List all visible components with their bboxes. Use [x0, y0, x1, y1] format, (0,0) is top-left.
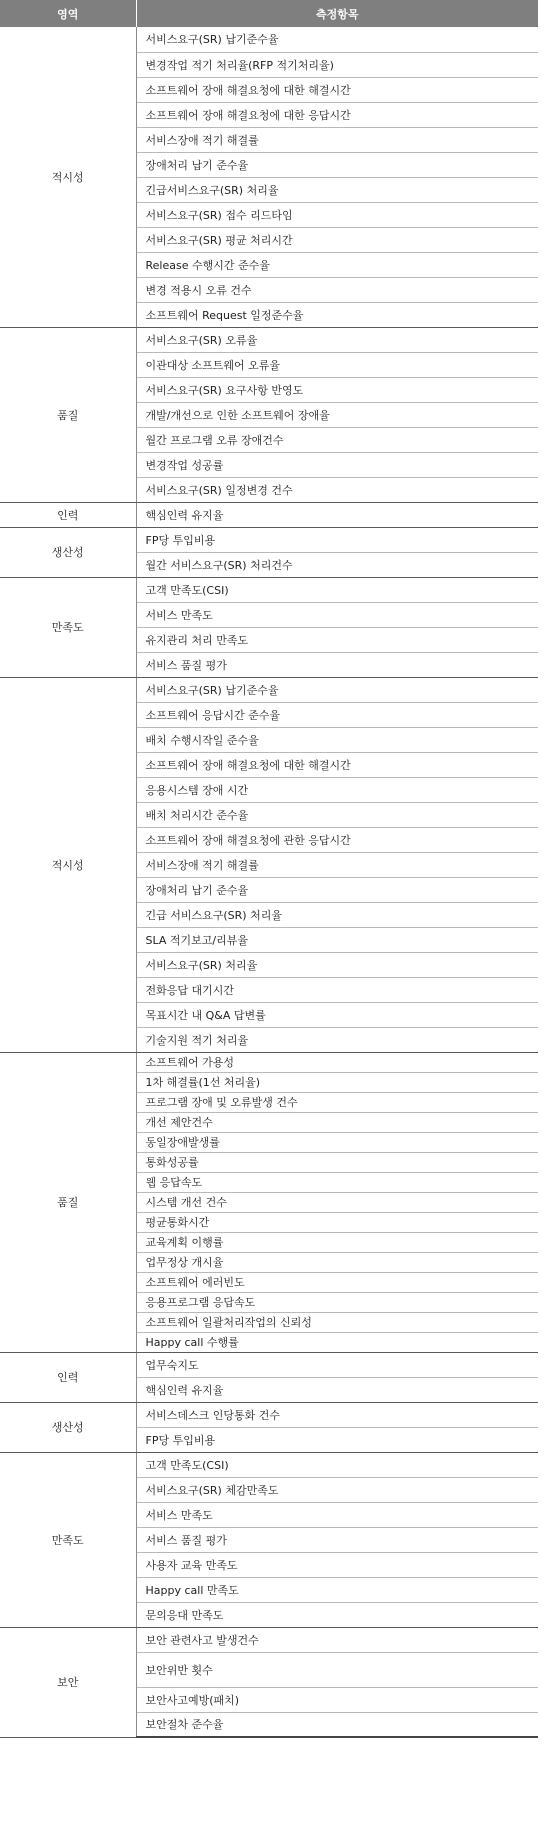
table-header	[0, 0, 538, 27]
table-row	[0, 27, 538, 52]
metric-cell: 긴급서비스요구(SR) 처리율	[136, 177, 538, 202]
metric-cell: 문의응대 만족도	[136, 1602, 538, 1627]
metric-cell: 웹 응답속도	[136, 1172, 538, 1192]
table-body	[0, 27, 538, 1737]
metric-cell: 서비스 만족도	[136, 602, 538, 627]
metric-cell: 긴급 서비스요구(SR) 처리율	[136, 902, 538, 927]
metric-cell: 소프트웨어 응답시간 준수율	[136, 702, 538, 727]
table-row	[0, 577, 538, 602]
metric-cell: 장애처리 납기 준수율	[136, 152, 538, 177]
metric-cell: 서비스요구(SR) 납기준수율	[136, 27, 538, 52]
metric-cell: 보안사고예방(패치)	[136, 1687, 538, 1712]
metric-cell: 소프트웨어 가용성	[136, 1052, 538, 1072]
metric-cell: 개발/개선으로 인한 소프트웨어 장애율	[136, 402, 538, 427]
table-row	[0, 1627, 538, 1652]
metric-cell: Happy call 수행률	[136, 1332, 538, 1352]
area-cell: 만족도	[0, 1452, 136, 1627]
area-cell: 품질	[0, 1052, 136, 1352]
metric-cell: 서비스요구(SR) 오류율	[136, 327, 538, 352]
metric-cell: 사용자 교육 만족도	[136, 1552, 538, 1577]
metric-cell: 소프트웨어 장애 해결요청에 관한 응답시간	[136, 827, 538, 852]
metric-cell: 변경작업 성공률	[136, 452, 538, 477]
metric-cell: 응용프로그램 응답속도	[136, 1292, 538, 1312]
metric-cell: Release 수행시간 준수율	[136, 252, 538, 277]
metric-cell: 업무정상 개시율	[136, 1252, 538, 1272]
metric-cell: 목표시간 내 Q&A 답변률	[136, 1002, 538, 1027]
metric-cell: 개선 제안건수	[136, 1112, 538, 1132]
area-cell: 보안	[0, 1627, 136, 1737]
area-cell: 인력	[0, 502, 136, 527]
metric-cell: 서비스 만족도	[136, 1502, 538, 1527]
metric-cell: 배치 처리시간 준수율	[136, 802, 538, 827]
metric-cell: 통화성공률	[136, 1152, 538, 1172]
metric-cell: 서비스장애 적기 해결률	[136, 852, 538, 877]
metric-cell: 소프트웨어 장애 해결요청에 대한 해결시간	[136, 752, 538, 777]
metric-cell: 동일장애발생률	[136, 1132, 538, 1152]
metric-cell: 보안절차 준수율	[136, 1712, 538, 1737]
metric-cell: 서비스요구(SR) 접수 리드타임	[136, 202, 538, 227]
metric-cell: 월간 서비스요구(SR) 처리건수	[136, 552, 538, 577]
metric-cell: FP당 투입비용	[136, 527, 538, 552]
area-cell: 만족도	[0, 577, 136, 677]
table-row	[0, 1052, 538, 1072]
metric-cell: 변경작업 적기 처리율(RFP 적기처리율)	[136, 52, 538, 77]
metric-cell: 소프트웨어 에러빈도	[136, 1272, 538, 1292]
metric-cell: 고객 만족도(CSI)	[136, 1452, 538, 1477]
metric-cell: 서비스요구(SR) 일정변경 건수	[136, 477, 538, 502]
metric-cell: 핵심인력 유지율	[136, 1377, 538, 1402]
area-cell: 품질	[0, 327, 136, 502]
metric-cell: 1차 해결률(1선 처리율)	[136, 1072, 538, 1092]
metric-cell: 프로그램 장애 및 오류발생 건수	[136, 1092, 538, 1112]
metric-cell: 변경 적용시 오류 건수	[136, 277, 538, 302]
metric-cell: 소프트웨어 Request 일정준수율	[136, 302, 538, 327]
header-area: 영역	[0, 0, 136, 27]
header-metric: 측정항목	[136, 0, 538, 27]
header-row	[0, 0, 538, 27]
table-row	[0, 1352, 538, 1377]
metric-cell: 월간 프로그램 오류 장애건수	[136, 427, 538, 452]
metric-cell: 서비스요구(SR) 평균 처리시간	[136, 227, 538, 252]
table-row	[0, 327, 538, 352]
metric-cell: 서비스요구(SR) 체감만족도	[136, 1477, 538, 1502]
metric-cell: 배치 수행시작일 준수율	[136, 727, 538, 752]
metric-cell: 소프트웨어 장애 해결요청에 대한 응답시간	[136, 102, 538, 127]
table-row	[0, 527, 538, 552]
metric-cell: 업무숙지도	[136, 1352, 538, 1377]
metric-cell: 유지관리 처리 만족도	[136, 627, 538, 652]
metric-cell: 서비스장애 적기 해결률	[136, 127, 538, 152]
metric-cell: SLA 적기보고/리뷰율	[136, 927, 538, 952]
area-cell: 적시성	[0, 677, 136, 1052]
metric-cell: FP당 투입비용	[136, 1427, 538, 1452]
metric-cell: 시스템 개선 건수	[136, 1192, 538, 1212]
metric-cell: 전화응답 대기시간	[136, 977, 538, 1002]
metric-cell: 서비스요구(SR) 처리율	[136, 952, 538, 977]
metric-cell: 응용시스템 장애 시간	[136, 777, 538, 802]
area-cell: 생산성	[0, 1402, 136, 1452]
area-cell: 인력	[0, 1352, 136, 1402]
metric-cell: 서비스요구(SR) 납기준수율	[136, 677, 538, 702]
metric-cell: 평균통화시간	[136, 1212, 538, 1232]
metric-cell: 서비스 품질 평가	[136, 1527, 538, 1552]
table-row	[0, 677, 538, 702]
table-row	[0, 1452, 538, 1477]
metric-cell: 기술지원 적기 처리율	[136, 1027, 538, 1052]
area-cell: 적시성	[0, 27, 136, 327]
metric-cell: 서비스데스크 인당통화 건수	[136, 1402, 538, 1427]
metric-cell: 서비스 품질 평가	[136, 652, 538, 677]
metric-cell: 교육계획 이행률	[136, 1232, 538, 1252]
metric-cell: 핵심인력 유지율	[136, 502, 538, 527]
metric-cell: 소프트웨어 일괄처리작업의 신뢰성	[136, 1312, 538, 1332]
table-row	[0, 1402, 538, 1427]
metric-cell: 장애처리 납기 준수율	[136, 877, 538, 902]
metric-cell: 이관대상 소프트웨어 오류율	[136, 352, 538, 377]
table-row	[0, 502, 538, 527]
area-cell: 생산성	[0, 527, 136, 577]
metric-cell: 소프트웨어 장애 해결요청에 대한 해결시간	[136, 77, 538, 102]
metric-cell: 보안위반 횟수	[136, 1652, 538, 1687]
metric-cell: 서비스요구(SR) 요구사항 반영도	[136, 377, 538, 402]
metric-cell: 보안 관련사고 발생건수	[136, 1627, 538, 1652]
metric-cell: Happy call 만족도	[136, 1577, 538, 1602]
metric-cell: 고객 만족도(CSI)	[136, 577, 538, 602]
